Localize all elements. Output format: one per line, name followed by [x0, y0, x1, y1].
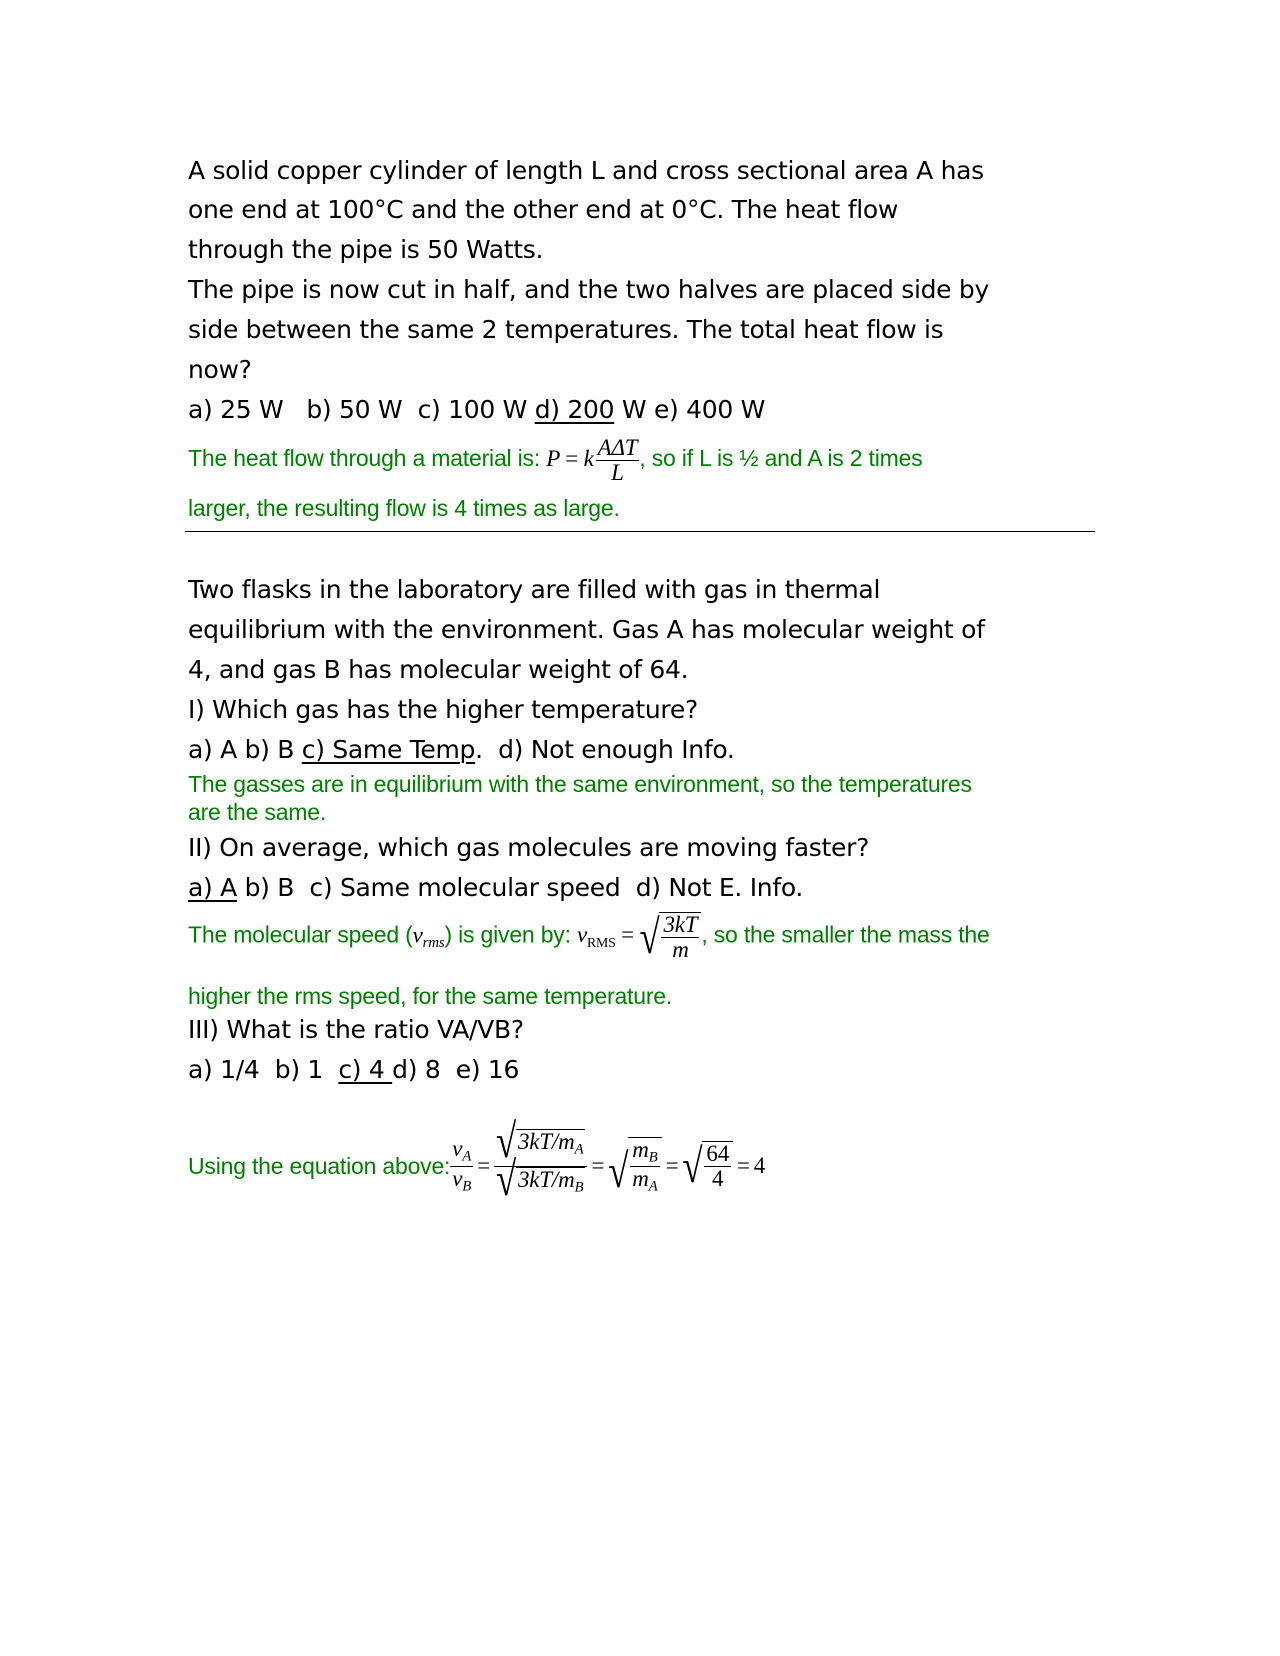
- problem1-choices: [188, 395, 765, 424]
- choice-c-correct: c) Same Temp: [301, 735, 476, 764]
- section-divider: [185, 531, 1095, 532]
- sqrt-symbol: √ $\frac{3kT}{m}$: [639, 912, 701, 962]
- choice-a: a) 25 W: [188, 395, 284, 424]
- problem2-line-3: 4, and gas B has molecular weight of 64.: [188, 655, 689, 684]
- part2-choices: [188, 873, 803, 902]
- formula-ratio: $\frac{v_A}{v_B}$ = √ $3kT/m_A$ √ $3kT/m_B$ = √ $\frac{m_B}{m_A}$ = √ $\frac{64}{4}$ = 4: [452, 1113, 766, 1205]
- part3-answer: Using the equation above: $\frac{v_A}{v_B}$ = √ $3kT/m_A$ √ $3kT/m_B$ = √ $\frac{m_B}{m_A}$ = √ $\frac{64}{4}$ = 4: [188, 1113, 766, 1205]
- answer-prefix: The heat flow through a material is:: [188, 444, 547, 471]
- choice-b: b) B: [244, 735, 295, 764]
- problem1-line-3: through the pipe is 50 Watts.: [188, 235, 544, 264]
- part1-question: I) Which gas has the higher temperature?: [188, 695, 698, 724]
- answer-suffix: , so if L is ½ and A is 2 times: [639, 444, 923, 471]
- choice-d: d) Not E. Info.: [635, 873, 804, 902]
- part2-answer-line-2: higher the rms speed, for the same temperature.: [188, 983, 673, 1009]
- problem2-line-1: Two flasks in the laboratory are filled with gas in thermal: [188, 575, 881, 604]
- choice-d: d) 8: [392, 1055, 441, 1084]
- problem2-line-2: equilibrium with the environment. Gas A has molecular weight of: [188, 615, 985, 644]
- choice-c-correct: c) 4: [338, 1055, 393, 1084]
- problem1-line-2: one end at 100°C and the other end at 0°C. The heat flow: [188, 195, 898, 224]
- part2-question: II) On average, which gas molecules are moving faster?: [188, 833, 870, 862]
- choice-d-correct: d) 200: [534, 395, 615, 424]
- part2-answer-line-1: The molecular speed $(v_{rms})$ is given by: $v_{RMS}$ = √ $\frac{3kT}{m}$ , so the smaller the mass the: [188, 910, 990, 964]
- formula-power: P = k $\frac{\text{AΔT}}{L}$: [546, 435, 638, 486]
- problem1-answer-line-1: [188, 436, 923, 485]
- problem1-line-6: now?: [188, 355, 252, 384]
- problem1-line-1: A solid copper cylinder of length L and cross sectional area A has: [188, 156, 984, 185]
- part1-choices: a) A b) B c) Same Temp. d) Not enough Info.: [188, 735, 735, 764]
- part1-answer-line-2: are the same.: [188, 799, 327, 825]
- problem1-line-4: The pipe is now cut in half, and the two halves are placed side by: [188, 275, 989, 304]
- choice-a-correct: a) A: [188, 873, 237, 902]
- choice-d: d) Not enough Info.: [498, 735, 735, 764]
- choice-c: c) Same molecular speed: [309, 873, 621, 902]
- choice-a: a) 1/4: [188, 1055, 260, 1084]
- formula-vrms: $v_{RMS}$ = √ $\frac{3kT}{m}$: [577, 922, 701, 947]
- choice-a: a) A: [188, 735, 237, 764]
- choice-b: b) B: [244, 873, 295, 902]
- problem1-answer-line-2: larger, the resulting flow is 4 times as large.: [188, 495, 620, 521]
- problem1-line-5: side between the same 2 temperatures. The total heat flow is: [188, 315, 944, 344]
- part3-choices: [188, 1055, 519, 1084]
- choice-b: b) 50 W: [306, 395, 403, 424]
- part1-answer-line-1: The gasses are in equilibrium with the same environment, so the temperatures: [188, 771, 972, 797]
- part3-question: III) What is the ratio VA/VB?: [188, 1015, 524, 1044]
- choice-e: e) 400 W: [653, 395, 766, 424]
- choice-c: c) 100 W: [417, 395, 528, 424]
- choice-d-unit: W: [614, 395, 647, 424]
- choice-b: b) 1: [274, 1055, 324, 1084]
- choice-e: e) 16: [455, 1055, 520, 1084]
